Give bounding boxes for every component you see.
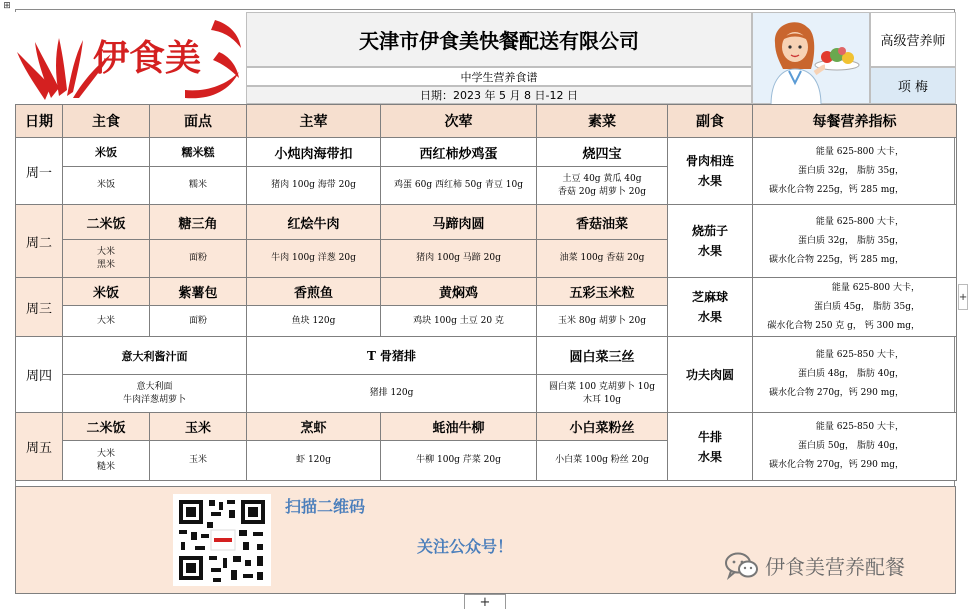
ingredient-line: 猪肉 100g 海带 20g [271, 180, 356, 190]
ingredient-cell [150, 441, 247, 481]
ingredient-line: 大米 [96, 246, 115, 257]
nutrition-line: 碳水化合物 250 克 g， 钙 300 mg， [767, 320, 920, 331]
side-item: 功夫肉圆 [685, 367, 734, 382]
ingredient-line: 意大利面 [136, 381, 173, 392]
dish-cell: 米饭 [63, 138, 150, 167]
table-row [16, 138, 957, 167]
side-item: 牛排 [697, 429, 722, 444]
nutritionist-role: 高级营养师 [870, 12, 956, 67]
ingredient-line: 米饭 [96, 180, 115, 190]
dish-cell: 二米饭 [63, 205, 150, 240]
add-column-button[interactable]: + [958, 284, 968, 310]
dish-cell: 糯米糕 [150, 138, 247, 167]
dish-cell: 玉米 [150, 413, 247, 441]
ingredient-cell [247, 167, 381, 205]
dish-cell: 糖三角 [150, 205, 247, 240]
nutrition-cell [753, 413, 957, 481]
follow-account-text: 关注公众号！ [417, 537, 514, 556]
day-cell: 周二 [16, 205, 63, 278]
side-item: 芝麻球 [691, 290, 728, 304]
logo-text: 伊食美 [93, 37, 202, 79]
ingredient-line: 猪排 120g [369, 388, 414, 398]
side-item: 骨肉相连 [685, 154, 734, 168]
scan-qr-text: 扫描二维码 [285, 497, 366, 516]
ingredient-cell [537, 306, 668, 337]
ingredient-line: 鱼块 120g [291, 315, 336, 326]
nutrition-cell [753, 205, 957, 278]
nutritionist-avatar [752, 12, 870, 104]
dish-cell: 意大利酱汁面 [63, 337, 247, 375]
dish-cell: 小白菜粉丝 [537, 413, 668, 441]
ingredient-cell [247, 306, 381, 337]
dish-cell: 小炖肉海带扣 [247, 138, 381, 167]
table-row [16, 205, 957, 240]
ingredient-line: 油菜 100g 香菇 20g [559, 253, 645, 263]
ingredient-cell [150, 306, 247, 337]
dish-cell: 马蹄肉圆 [381, 205, 537, 240]
header-secondary-meat: 次荤 [381, 105, 537, 138]
nutrition-line: 碳水化合物 225g，钙 285 mg， [769, 254, 904, 265]
wechat-icon [725, 552, 759, 580]
qr-code[interactable] [173, 494, 271, 586]
ingredient-cell [247, 240, 381, 278]
ingredient-line: 牛柳 100g 芹菜 20g [416, 455, 501, 465]
nutrition-line: 蛋白质 32g， 脂肪 35g， [797, 235, 904, 246]
company-logo [15, 12, 246, 104]
ingredient-cell [63, 240, 150, 278]
header-nutrition: 每餐营养指标 [753, 105, 957, 138]
side-cell [668, 337, 753, 413]
table-move-handle[interactable]: ⊞ [3, 1, 11, 11]
nutritionist-name: 项 梅 [870, 67, 956, 104]
side-item: 水果 [697, 310, 722, 324]
side-item: 烧茄子 [691, 224, 728, 238]
table-row [16, 337, 957, 375]
day-cell: 周四 [16, 337, 63, 413]
ingredient-cell [381, 441, 537, 481]
table-row [16, 278, 957, 306]
header-date: 日期 [16, 105, 63, 138]
nutrition-cell [753, 138, 957, 205]
ingredient-cell [381, 240, 537, 278]
ingredient-line: 面粉 [188, 253, 207, 263]
nutrition-line: 能量 625-800 大卡， [815, 146, 904, 157]
ingredient-cell [537, 167, 668, 205]
dish-cell: 二米饭 [63, 413, 150, 441]
dish-cell: T 骨猪排 [247, 337, 537, 375]
logo-flourish-icon [15, 12, 246, 104]
dish-cell: 烹虾 [247, 413, 381, 441]
ingredient-line: 糙米 [96, 461, 115, 472]
day-cell: 周三 [16, 278, 63, 337]
header-main-meat: 主荤 [247, 105, 381, 138]
nutrition-line: 蛋白质 32g， 脂肪 35g， [797, 165, 904, 176]
ingredient-line: 大米 [96, 315, 115, 326]
menu-subtitle: 中学生营养食谱 [246, 67, 752, 86]
weekly-menu-table [15, 104, 957, 481]
ingredient-line: 猪肉 100g 马蹄 20g [416, 253, 501, 263]
ingredient-line: 木耳 10g [582, 394, 622, 405]
ingredient-line: 面粉 [188, 315, 207, 326]
side-cell [668, 278, 753, 337]
add-row-button[interactable]: + [464, 594, 506, 609]
ingredient-cell [63, 306, 150, 337]
qr-code-icon [173, 494, 271, 586]
side-item: 水果 [697, 244, 722, 258]
dish-cell: 烧四宝 [537, 138, 668, 167]
ingredient-cell [150, 167, 247, 205]
menu-date: 日期：2023 年 5 月 8 日-12 日 [246, 86, 752, 104]
header-side: 副食 [668, 105, 753, 138]
ingredient-cell [247, 375, 537, 413]
ingredient-cell [537, 375, 668, 413]
nutrition-line: 蛋白质 45g， 脂肪 35g， [813, 301, 920, 312]
ingredient-cell [63, 441, 150, 481]
ingredient-cell [150, 240, 247, 278]
side-item: 水果 [697, 174, 722, 188]
header-pastry: 面点 [150, 105, 247, 138]
nutrition-line: 碳水化合物 225g，钙 285 mg， [769, 184, 904, 195]
ingredient-line: 鸡块 100g 土豆 20 克 [413, 315, 504, 326]
table-row [16, 413, 957, 441]
ingredient-line: 黑米 [96, 259, 115, 270]
ingredient-line: 鸡蛋 60g 西红柿 50g 青豆 10g [394, 180, 523, 190]
nutrition-line: 能量 625-850 大卡， [815, 350, 904, 360]
dish-cell: 香菇油菜 [537, 205, 668, 240]
company-title: 天津市伊食美快餐配送有限公司 [246, 12, 752, 67]
ingredient-cell [63, 167, 150, 205]
ingredient-cell [537, 441, 668, 481]
ingredient-line: 糯米 [188, 180, 207, 190]
ingredient-line: 土豆 40g 黄瓜 40g [562, 173, 642, 184]
ingredient-line: 牛肉 100g 洋葱 20g [271, 253, 356, 263]
watermark-text: 伊食美营养配餐 [765, 555, 905, 579]
ingredient-line: 香菇 20g 胡萝卜 20g [557, 186, 646, 197]
ingredient-cell [247, 441, 381, 481]
ingredient-cell [381, 167, 537, 205]
table-header-row [16, 105, 957, 138]
dish-cell: 五彩玉米粒 [537, 278, 668, 306]
ingredient-line: 大米 [96, 448, 115, 459]
dish-cell: 香煎鱼 [247, 278, 381, 306]
nutrition-cell [753, 337, 957, 413]
ingredient-line: 玉米 80g 胡萝卜 20g [557, 315, 646, 326]
dish-cell: 西红柿炒鸡蛋 [381, 138, 537, 167]
side-cell [668, 413, 753, 481]
dish-cell: 圆白菜三丝 [537, 337, 668, 375]
dish-cell: 红烩牛肉 [247, 205, 381, 240]
nutrition-line: 能量 625-800 大卡， [831, 282, 920, 293]
dish-cell: 紫薯包 [150, 278, 247, 306]
dish-cell: 蚝油牛柳 [381, 413, 537, 441]
ingredient-line: 玉米 [188, 455, 207, 465]
day-cell: 周五 [16, 413, 63, 481]
ingredient-line: 小白菜 100g 粉丝 20g [555, 455, 649, 465]
nutrition-cell [753, 278, 957, 337]
nutrition-line: 蛋白质 48g， 脂肪 40g， [797, 369, 904, 379]
nutrition-line: 蛋白质 50g， 脂肪 40g， [797, 441, 904, 451]
side-cell [668, 138, 753, 205]
chef-avatar-icon [753, 13, 871, 105]
wechat-watermark [725, 551, 905, 580]
ingredient-cell [381, 306, 537, 337]
ingredient-line: 圆白菜 100 克胡萝卜 10g [549, 381, 655, 392]
header-staple: 主食 [63, 105, 150, 138]
side-cell [668, 205, 753, 278]
nutrition-line: 碳水化合物 270g，钙 290 mg， [769, 388, 904, 398]
header-vegetable: 素菜 [537, 105, 668, 138]
ingredient-cell [63, 375, 247, 413]
nutrition-line: 能量 625-850 大卡， [815, 422, 904, 432]
ingredient-line: 牛肉洋葱胡萝卜 [122, 394, 186, 405]
nutrition-line: 能量 625-800 大卡， [815, 216, 904, 227]
ingredient-cell [537, 240, 668, 278]
dish-cell: 黄焖鸡 [381, 278, 537, 306]
side-item: 水果 [697, 449, 722, 464]
ingredient-line: 虾 120g [296, 455, 331, 465]
day-cell: 周一 [16, 138, 63, 205]
nutrition-line: 碳水化合物 270g，钙 290 mg， [769, 460, 904, 470]
dish-cell: 米饭 [63, 278, 150, 306]
